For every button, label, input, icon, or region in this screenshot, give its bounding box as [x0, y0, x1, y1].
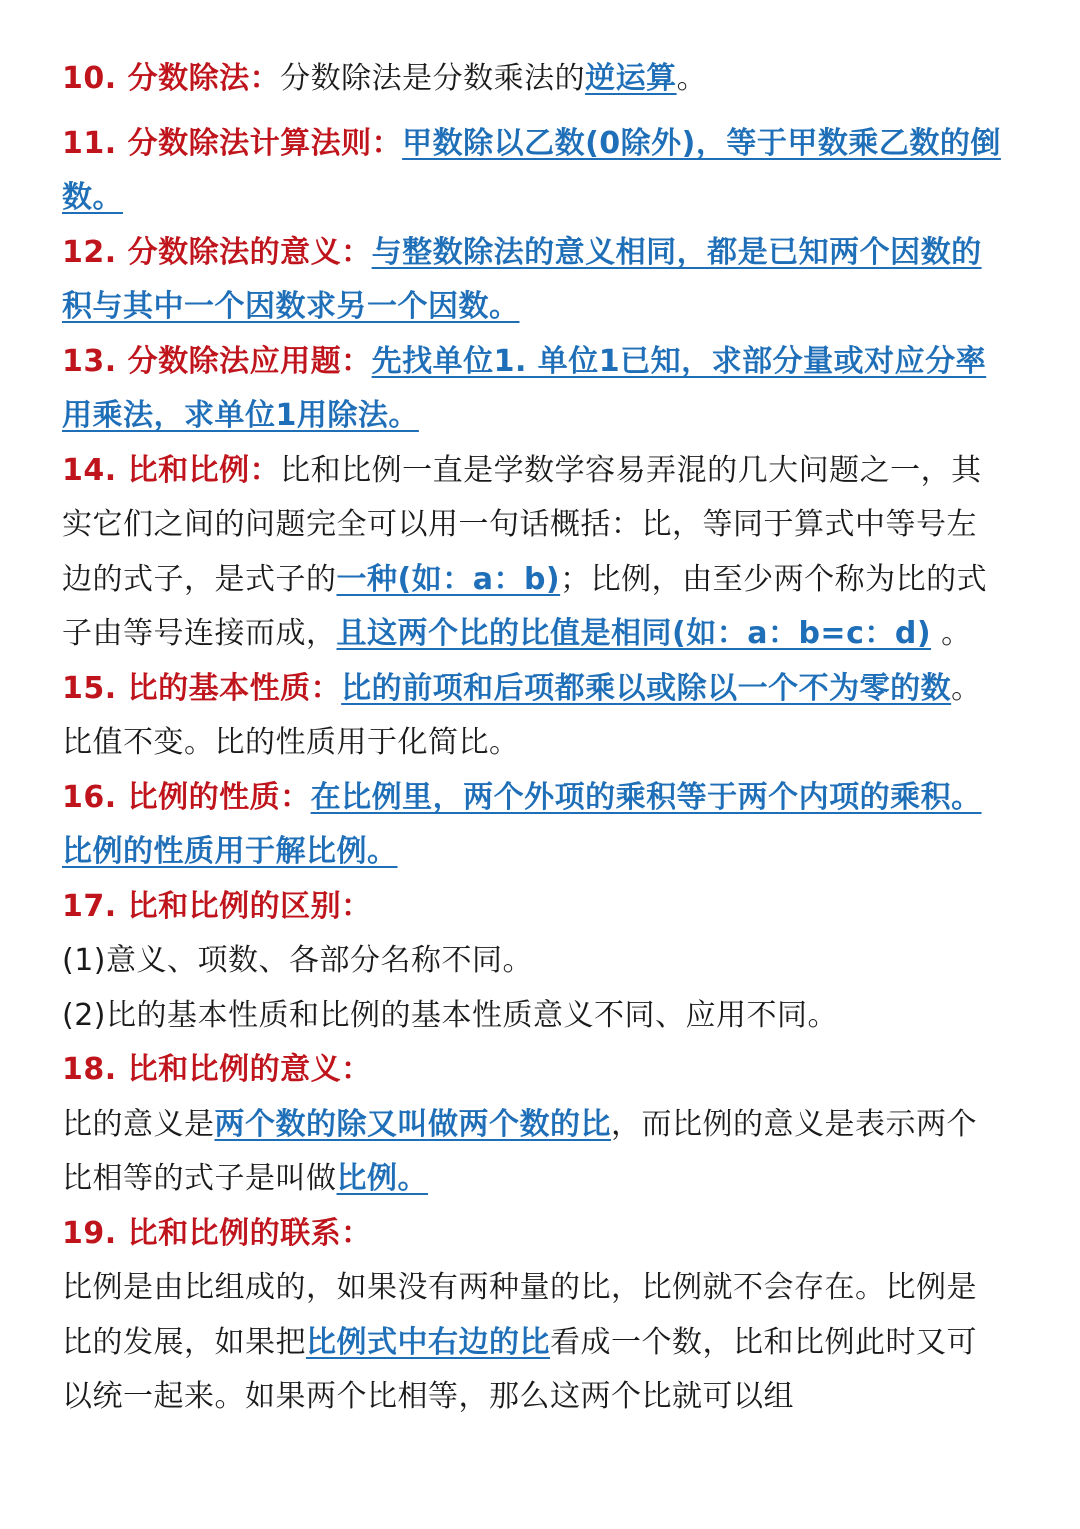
- section-heading: 17. 比和比例的区别：: [62, 888, 372, 924]
- paragraph-0: [62, 52, 1007, 107]
- body-text: 比和比例一直是学数学容易弄混的几大问题之一，其实它们之间的问题完全可以用一句话概括：比，等同于算式中等号左边的式子，是式子的: [62, 452, 982, 597]
- paragraph-10: [62, 1043, 1007, 1098]
- section-heading: 19. 比和比例的联系：: [62, 1215, 372, 1251]
- paragraph-5: [62, 662, 1007, 771]
- section-heading: 13. 分数除法应用题：: [62, 343, 372, 379]
- paragraph-7: [62, 880, 1007, 935]
- section-heading: 11. 分数除法计算法则：: [62, 125, 403, 161]
- highlighted-text: 比的前项和后项都乘以或除以一个不为零的数: [341, 670, 952, 706]
- document-page: [62, 52, 1007, 1425]
- highlighted-text: 且这两个比的比值是相同(如：a：b=c：d): [336, 616, 932, 651]
- body-text: ，而比例的意义是表示两个比相等的式子是叫做: [62, 1106, 977, 1196]
- paragraph-9: [62, 989, 1007, 1044]
- highlighted-text: 一种(如：a：b): [336, 561, 561, 597]
- body-text: 。: [931, 616, 972, 651]
- paragraph-3: [62, 335, 1007, 444]
- highlighted-text: 比例。: [336, 1161, 428, 1196]
- section-heading: 10. 分数除法：: [62, 61, 281, 96]
- paragraph-4: [62, 444, 1007, 662]
- body-text: ；比例，由至少两个称为比的式子由等号连接而成，: [62, 561, 988, 651]
- paragraph-1: [62, 117, 1007, 226]
- section-heading: 15. 比的基本性质：: [62, 670, 342, 706]
- paragraph-8: [62, 934, 1007, 989]
- highlighted-text: 先找单位1. 单位1已知，求部分量或对应分率用乘法，求单位1用除法。: [62, 343, 987, 433]
- paragraph-2: [62, 226, 1007, 335]
- body-text: 比的意义是: [62, 1106, 215, 1142]
- body-text: 。: [676, 61, 708, 96]
- body-text: 。比值不变。比的性质用于化简比。: [62, 670, 982, 760]
- section-heading: 16. 比例的性质：: [62, 779, 311, 815]
- highlighted-text: 逆运算: [585, 61, 677, 96]
- highlighted-text: 甲数除以乙数(0除外)，等于甲数乘乙数的倒数。: [62, 125, 1001, 215]
- highlighted-text: 在比例里，两个外项的乘积等于两个内项的乘积。比例的性质用于解比例。: [62, 779, 982, 869]
- body-text: 比例是由比组成的，如果没有两种量的比，比例就不会存在。比例是比的发展，如果把: [62, 1270, 977, 1360]
- body-text: (1)意义、项数、各部分名称不同。: [62, 943, 533, 978]
- section-heading: 18. 比和比例的意义：: [62, 1052, 372, 1087]
- body-text: 分数除法是分数乘法的: [280, 61, 586, 96]
- paragraph-12: [62, 1207, 1007, 1262]
- highlighted-text: 两个数的除又叫做两个数的比: [214, 1106, 611, 1142]
- body-text: 看成一个数，比和比例此时又可以统一起来。如果两个比相等，那么这两个比就可以组: [62, 1324, 977, 1414]
- paragraph-13: [62, 1261, 1007, 1425]
- section-heading: 12. 分数除法的意义：: [62, 234, 372, 270]
- paragraph-11: [62, 1098, 1007, 1207]
- section-heading: 14. 比和比例：: [62, 452, 281, 488]
- paragraph-6: [62, 771, 1007, 880]
- body-text: (2)比的基本性质和比例的基本性质意义不同、应用不同。: [62, 997, 838, 1033]
- highlighted-text: 比例式中右边的比: [306, 1324, 550, 1360]
- highlighted-text: 与整数除法的意义相同，都是已知两个因数的积与其中一个因数求另一个因数。: [62, 234, 982, 324]
